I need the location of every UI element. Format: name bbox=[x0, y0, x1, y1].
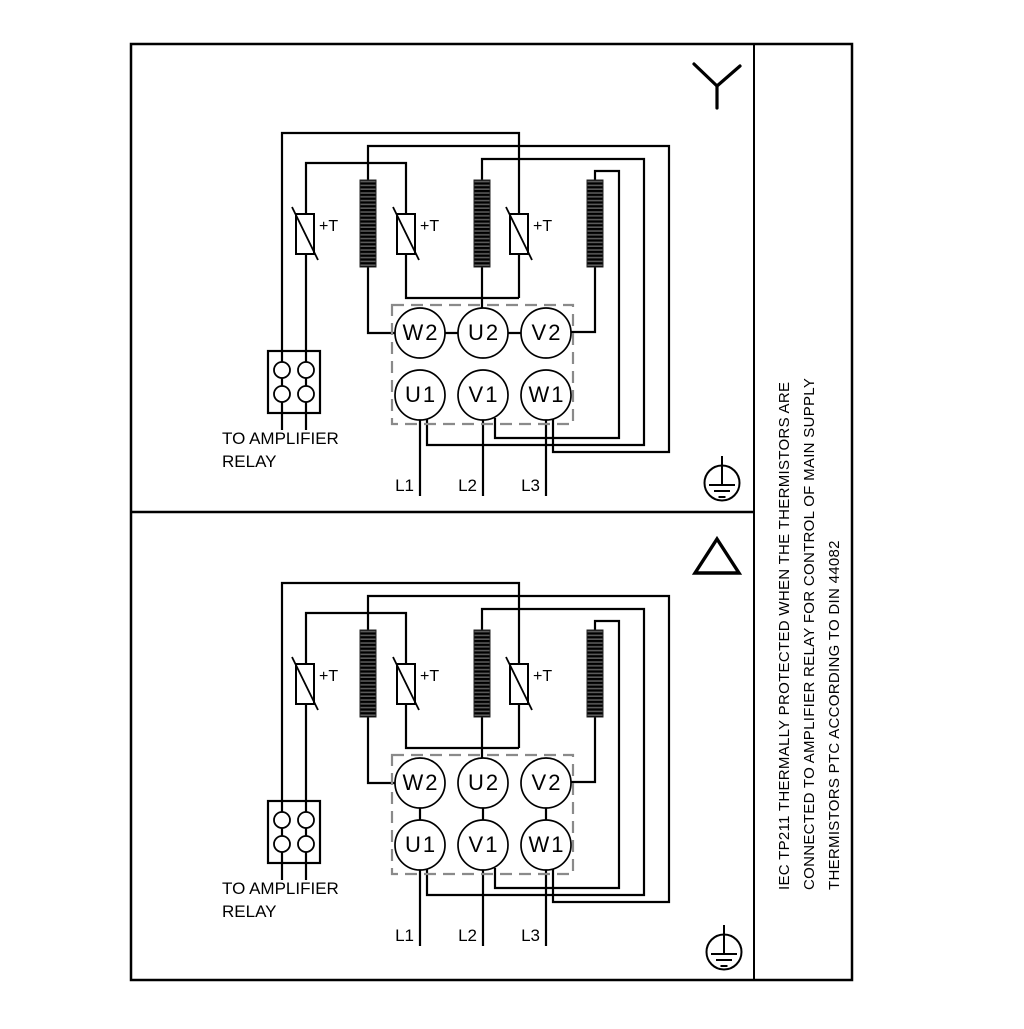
relay-caption-line2: RELAY bbox=[222, 902, 277, 921]
terminal-label-w1: W1 bbox=[528, 382, 566, 407]
side-note-line-1: IEC TP211 THERMALLY PROTECTED WHEN THE THERMISTORS ARE bbox=[776, 381, 793, 890]
supply-label-l2: L2 bbox=[458, 926, 477, 945]
winding-coil-v bbox=[587, 180, 603, 267]
supply-label-l1: L1 bbox=[395, 476, 414, 495]
relay-caption-line1: TO AMPLIFIER bbox=[222, 879, 339, 898]
ptc-thermistor-icon bbox=[393, 657, 419, 710]
side-note-line-2: CONNECTED TO AMPLIFIER RELAY FOR CONTROL OF MAIN SUPPLY bbox=[801, 377, 818, 890]
amplifier-relay-box bbox=[268, 801, 320, 863]
terminal-label-v2: V2 bbox=[531, 770, 563, 795]
terminal-label-v2: V2 bbox=[531, 320, 563, 345]
thermistor-label: +T bbox=[319, 218, 339, 235]
relay-contact bbox=[298, 812, 314, 828]
terminal-label-u2: U2 bbox=[467, 770, 501, 795]
supply-label-l3: L3 bbox=[521, 926, 540, 945]
terminal-label-v1: V1 bbox=[468, 382, 500, 407]
winding-coil-v bbox=[587, 630, 603, 717]
winding-coil-u bbox=[474, 630, 490, 717]
ptc-thermistor-icon bbox=[292, 207, 318, 260]
supply-label-l2: L2 bbox=[458, 476, 477, 495]
winding-coil-w bbox=[360, 180, 376, 267]
relay-contact bbox=[298, 362, 314, 378]
terminal-label-v1: V1 bbox=[468, 832, 500, 857]
terminal-label-u1: U1 bbox=[404, 382, 438, 407]
relay-contact bbox=[274, 362, 290, 378]
winding-coil-u bbox=[474, 180, 490, 267]
ptc-thermistor-icon bbox=[292, 657, 318, 710]
winding-coil-w bbox=[360, 630, 376, 717]
thermistor-label: +T bbox=[420, 668, 440, 685]
thermistor-label: +T bbox=[420, 218, 440, 235]
relay-caption-line2: RELAY bbox=[222, 452, 277, 471]
relay-contact bbox=[274, 812, 290, 828]
thermistor-label: +T bbox=[533, 218, 553, 235]
amplifier-relay-box bbox=[268, 351, 320, 413]
terminal-label-w2: W2 bbox=[402, 770, 440, 795]
side-note-line-3: THERMISTORS PTC ACCORDING TO DIN 44082 bbox=[826, 540, 843, 890]
relay-contact bbox=[274, 836, 290, 852]
terminal-label-u2: U2 bbox=[467, 320, 501, 345]
terminal-label-u1: U1 bbox=[404, 832, 438, 857]
relay-contact bbox=[298, 836, 314, 852]
relay-caption-line1: TO AMPLIFIER bbox=[222, 429, 339, 448]
ptc-thermistor-icon bbox=[506, 207, 532, 260]
thermistor-label: +T bbox=[533, 668, 553, 685]
ptc-thermistor-icon bbox=[393, 207, 419, 260]
thermistor-label: +T bbox=[319, 668, 339, 685]
relay-contact bbox=[298, 386, 314, 402]
ptc-thermistor-icon bbox=[506, 657, 532, 710]
supply-label-l1: L1 bbox=[395, 926, 414, 945]
terminal-label-w1: W1 bbox=[528, 832, 566, 857]
relay-contact bbox=[274, 386, 290, 402]
supply-label-l3: L3 bbox=[521, 476, 540, 495]
terminal-label-w2: W2 bbox=[402, 320, 440, 345]
